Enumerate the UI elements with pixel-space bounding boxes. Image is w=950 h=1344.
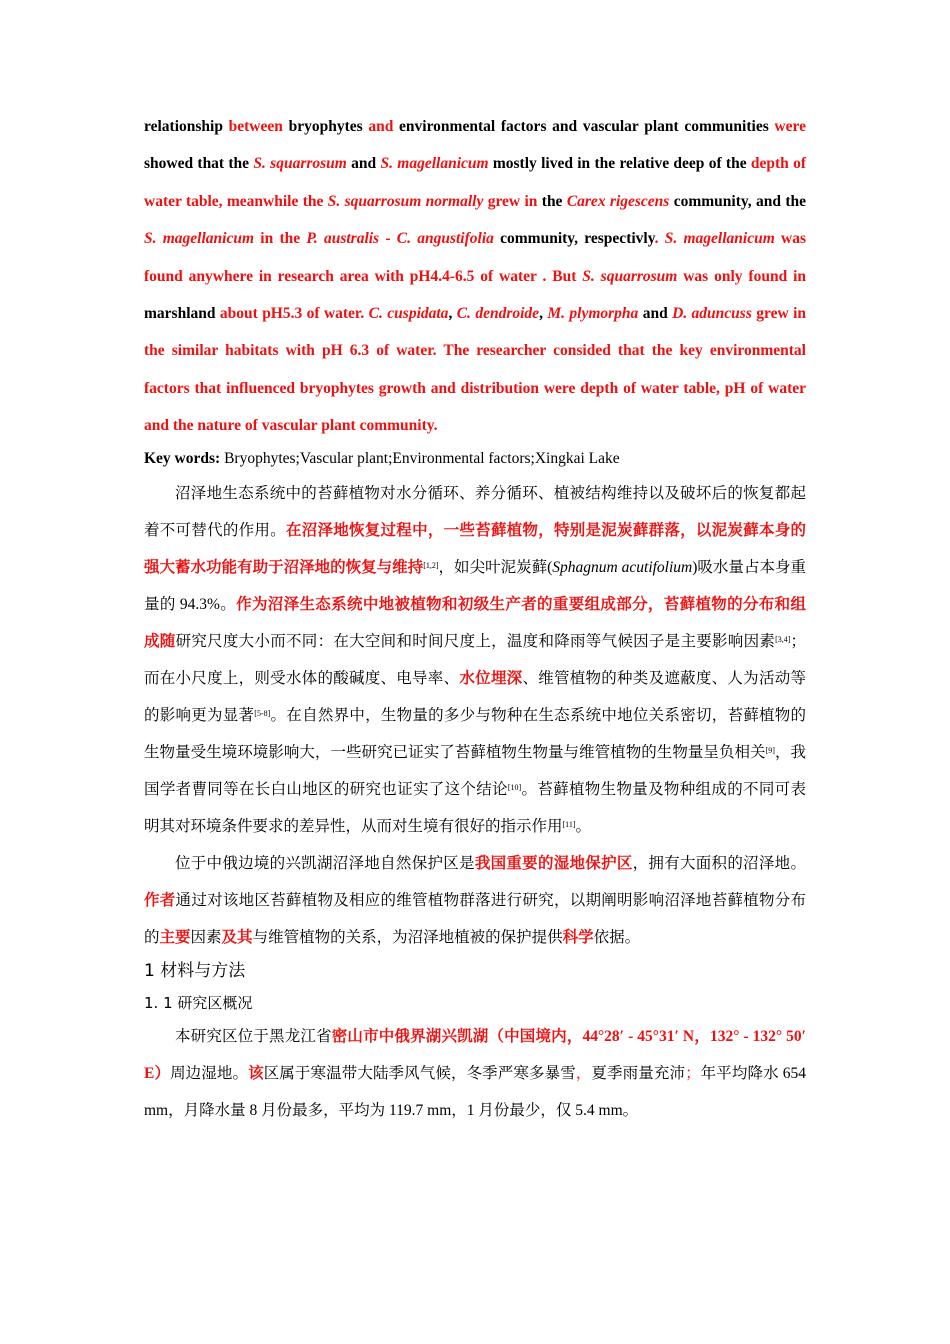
- body-text: 研究尺度大小而不同：在大空间和时间尺度上，温度和降雨等气候因子是主要影响因素: [175, 632, 776, 650]
- section-heading: 1 材料与方法: [144, 960, 246, 981]
- body-highlight: 及其: [221, 928, 253, 946]
- abstract-highlight: grew in: [483, 192, 538, 210]
- body-text: ，我国学者曹同等在长白山地区的研究也证实了这个结论: [144, 743, 806, 798]
- body-text: 依据。: [593, 928, 641, 946]
- abstract-text: and: [346, 155, 381, 173]
- body-text: ，如尖叶泥炭藓(: [438, 558, 553, 576]
- abstract-highlight: was found anywhere in research area with pH4.4-6.5 of water . But: [144, 230, 806, 285]
- body-highlight: 作为沼泽生态系统中地被植物和初级生产者的重要组成部分，苔藓植物的分布和组成随: [144, 595, 806, 650]
- body-text: )吸水量占本身重量的 94.3%。: [144, 558, 806, 613]
- abstract-text: mostly lived in the relative deep of the: [488, 155, 751, 173]
- body-highlight: 密山市中俄界湖兴凯湖（中国境内，44°28′ - 45°31′ N，132° - 132° 50′ E）: [144, 1027, 806, 1082]
- abstract-text: community, respectivly: [493, 230, 655, 248]
- body-text: ，拥有大面积的沼泽地。: [632, 854, 806, 872]
- species-name: S. magellanicum: [380, 155, 489, 173]
- body-text: 与维管植物的关系，为沼泽地植被的保护提供: [252, 928, 563, 946]
- keywords-text: Bryophytes;Vascular plant;Environmental factors;Xingkai Lake: [220, 449, 620, 467]
- body-text: 区属于寒温带大陆季风气候，冬季严寒多暴雪: [263, 1064, 576, 1082]
- citation: [9]: [765, 745, 775, 755]
- body-highlight: 在沼泽地恢复过程中，一些苔藓植物，特别是泥炭藓群落，以泥炭藓本身的强大蓄水功能有助于沼泽地的恢复与维持: [144, 521, 806, 576]
- abstract-text: the: [537, 192, 567, 210]
- abstract-highlight: -: [379, 230, 397, 248]
- abstract-highlight: depth of water table, meanwhile the: [144, 155, 807, 210]
- abstract-highlight: .: [654, 230, 665, 248]
- body-highlight: 我国重要的湿地保护区: [474, 854, 633, 872]
- abstract-text: environmental factors and vascular plant communities: [393, 118, 775, 135]
- body-text: 通过对该地区苔藓植物及相应的维管植物群落进行研究，以期阐明影响沼泽地苔藓植物分布的: [144, 891, 806, 946]
- abstract-highlight: was only found in: [677, 267, 806, 285]
- keywords-label: Key words:: [144, 449, 221, 467]
- species-name: P. australis: [306, 230, 380, 248]
- citation: [5-8]: [254, 708, 271, 718]
- abstract-highlight: were: [774, 118, 806, 135]
- body-text: 。在自然界中，生物量的多少与物种在生态系统中地位关系密切，苔藓植物的生物量受生境环境影响大，一些研究已证实了苔藓植物生物量与维管植物的生物量呈负相关: [144, 706, 806, 761]
- body-highlight: 主要: [159, 928, 191, 946]
- abstract-highlight: about pH5.3 of water.: [219, 305, 369, 323]
- keywords-line: [144, 447, 806, 471]
- species-name: Sphagnum acutifolium: [552, 558, 693, 576]
- species-name: C. dendroide: [456, 305, 540, 323]
- body-highlight: 作者: [144, 891, 176, 909]
- body-highlight: 水位埋深: [459, 669, 523, 687]
- species-name: S. squarrosum normally: [327, 192, 484, 210]
- body-text: 、维管植物的种类及遮蔽度、人为活动等的影响更为显著: [144, 669, 806, 724]
- intro-paragraph-1: [144, 475, 806, 845]
- body-highlight: 科学: [562, 928, 594, 946]
- species-name: S. squarrosum: [253, 155, 347, 173]
- species-name: C. angustifolia: [396, 230, 494, 248]
- document-page: [144, 108, 806, 1129]
- citation: [11]: [562, 819, 576, 829]
- body-text: 位于中俄边境的兴凯湖沼泽地自然保护区是: [175, 854, 475, 872]
- body-text: 本研究区位于黑龙江省: [175, 1027, 332, 1045]
- abstract-highlight: in the: [254, 230, 307, 248]
- body-text: 年平均降水 654 mm，月降水量 8 月份最多，平均为 119.7 mm，1 月份最少，仅 5.4 mm。: [144, 1064, 806, 1119]
- species-name: Carex rigescens: [566, 192, 670, 210]
- body-highlight: ；: [685, 1064, 701, 1082]
- body-text: 。: [575, 817, 592, 835]
- body-text: 夏季雨量充沛: [591, 1064, 686, 1082]
- species-name: S. squarrosum: [582, 267, 678, 285]
- abstract-highlight: grew in the similar habitats with pH 6.3 of water. The researcher consided that the key environmental factors that influenced bryophytes growth and distribution were depth of water table, pH of water and the nature of vascular plant community.: [144, 305, 807, 435]
- abstract-text: relationship: [144, 118, 229, 135]
- abstract-highlight: between: [228, 118, 283, 135]
- body-highlight: 该: [248, 1064, 264, 1082]
- abstract-paragraph: [144, 108, 806, 445]
- species-name: S. magellanicum: [664, 230, 775, 248]
- abstract-text: and: [638, 305, 673, 323]
- body-highlight: ，: [575, 1064, 592, 1082]
- abstract-highlight: and: [368, 118, 394, 135]
- species-name: M. plymorpha: [547, 305, 639, 323]
- citation: [10]: [507, 782, 522, 792]
- species-name: C. cuspidata: [368, 305, 449, 323]
- citation: [3,4]: [775, 634, 791, 644]
- body-text: 周边湿地。: [170, 1064, 249, 1082]
- body-text: 因素: [190, 928, 222, 946]
- species-name: D. aduncuss: [672, 305, 752, 323]
- citation: [1,2]: [423, 560, 439, 570]
- abstract-text: ,: [448, 305, 457, 323]
- body-text: 。苔藓植物生物量及物种组成的不同可表明其对环境条件要求的差异性，从而对生境有很好的指示作用: [144, 780, 806, 835]
- abstract-text: ,: [539, 305, 548, 323]
- abstract-text: community, and the: [669, 192, 807, 210]
- species-name: S. magellanicum: [144, 230, 255, 248]
- abstract-text: marshland: [144, 305, 220, 323]
- abstract-text: showed that the: [144, 155, 254, 173]
- abstract-text: bryophytes: [282, 118, 369, 135]
- study-area-paragraph: [144, 1018, 806, 1129]
- body-text: 沼泽地生态系统中的苔藓植物对水分循环、养分循环、植被结构维持以及破坏后的恢复都起着不可替代的作用。: [144, 484, 806, 539]
- intro-paragraph-2: [144, 845, 806, 956]
- body-text: ；而在小尺度上，则受水体的酸碱度、电导率、: [144, 632, 806, 687]
- subsection-heading: 1. 1 研究区概况: [144, 993, 253, 1012]
